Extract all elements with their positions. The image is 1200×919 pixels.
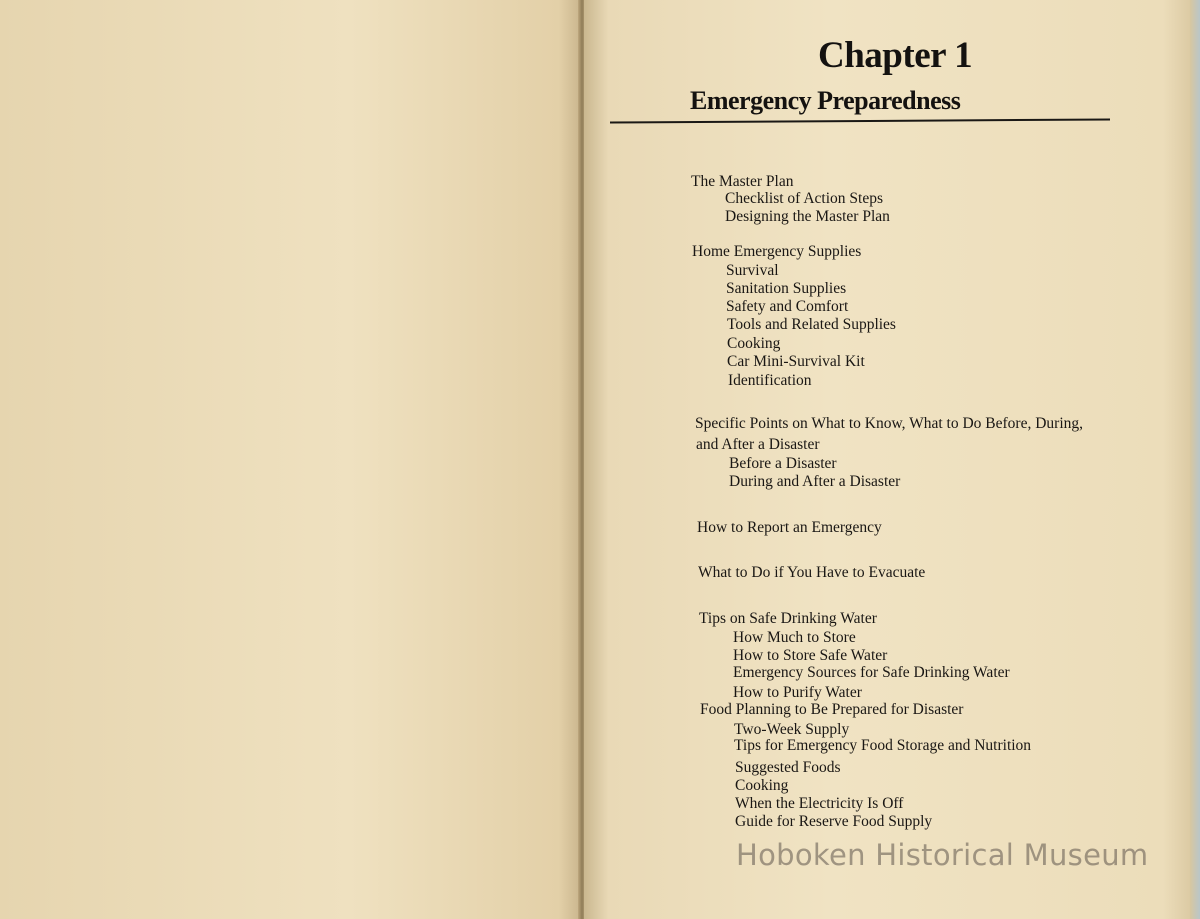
toc-subentry: When the Electricity Is Off bbox=[735, 795, 904, 812]
toc-entry: Specific Points on What to Know, What to Do Before, During, bbox=[695, 415, 1084, 432]
toc-subentry: During and After a Disaster bbox=[729, 473, 901, 490]
toc-subentry: Guide for Reserve Food Supply bbox=[735, 813, 933, 830]
toc-subentry: Two-Week Supply bbox=[734, 721, 850, 738]
toc-subentry: Safety and Comfort bbox=[726, 298, 849, 315]
toc-entry: Home Emergency Supplies bbox=[692, 243, 862, 260]
toc-subentry: How to Purify Water bbox=[733, 684, 862, 701]
toc-subentry: Sanitation Supplies bbox=[726, 280, 847, 297]
toc-entry: How to Report an Emergency bbox=[697, 519, 882, 536]
toc-subentry: How Much to Store bbox=[733, 629, 856, 646]
toc-entry: Tips on Safe Drinking Water bbox=[699, 610, 877, 627]
toc-subentry: Identification bbox=[728, 372, 812, 389]
toc-subentry: Cooking bbox=[727, 335, 781, 352]
toc-subentry: Survival bbox=[726, 262, 779, 279]
museum-watermark: Hoboken Historical Museum bbox=[736, 838, 1149, 872]
toc-subentry: Checklist of Action Steps bbox=[725, 190, 884, 207]
toc-entry: and After a Disaster bbox=[696, 436, 820, 453]
toc-entry: The Master Plan bbox=[691, 173, 794, 190]
toc-entry: Food Planning to Be Prepared for Disaster bbox=[700, 701, 964, 718]
toc-subentry: Designing the Master Plan bbox=[725, 208, 890, 225]
toc-subentry: Tools and Related Supplies bbox=[727, 316, 896, 333]
toc-subentry: Emergency Sources for Safe Drinking Water bbox=[733, 664, 1010, 681]
toc-subentry: Cooking bbox=[735, 777, 789, 794]
toc-subentry: Before a Disaster bbox=[729, 455, 837, 472]
toc-subentry: Car Mini-Survival Kit bbox=[727, 353, 865, 370]
chapter-title: Emergency Preparedness bbox=[690, 86, 961, 115]
toc-subentry: How to Store Safe Water bbox=[733, 647, 888, 664]
toc-entry: What to Do if You Have to Evacuate bbox=[698, 564, 926, 581]
chapter-number: Chapter 1 bbox=[818, 35, 973, 76]
toc-subentry: Suggested Foods bbox=[735, 759, 841, 776]
toc-subentry: Tips for Emergency Food Storage and Nutrition bbox=[734, 737, 1032, 754]
